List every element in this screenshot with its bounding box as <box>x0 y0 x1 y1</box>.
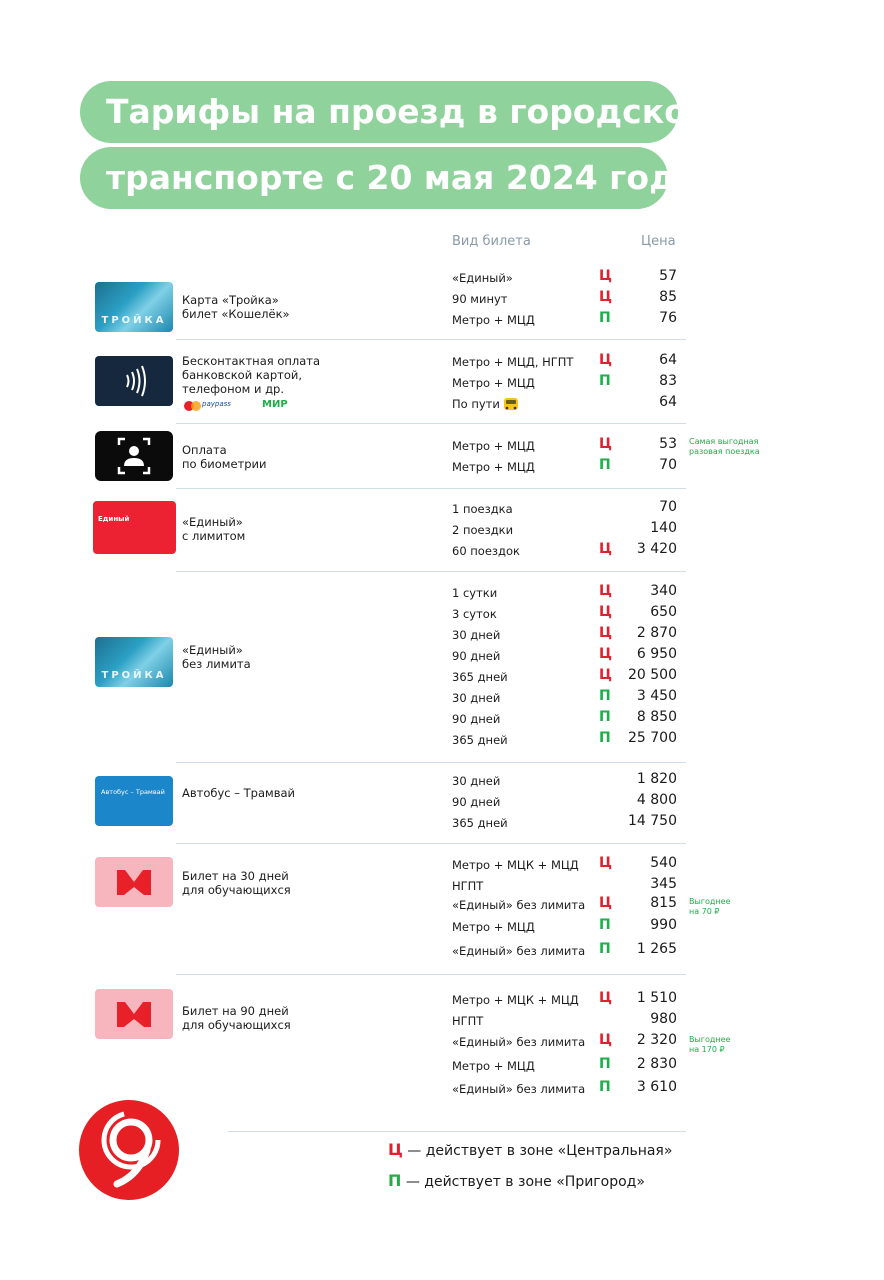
name-line: для обучающихся <box>182 883 291 897</box>
ticket-price: 1 265 <box>636 941 677 957</box>
ticket-kind: «Единый» без лимита <box>452 1035 586 1049</box>
ticket-price: 2 870 <box>636 625 677 641</box>
ticket-price: 85 <box>659 289 677 305</box>
tariff-row <box>0 499 884 520</box>
ticket-kind: Метро + МЦД <box>452 1059 535 1073</box>
ticket-price: 4 800 <box>636 792 677 808</box>
name-line: Билет на 90 дней <box>182 1004 289 1018</box>
name-line: для обучающихся <box>182 1018 291 1032</box>
ticket-price: 345 <box>650 876 677 892</box>
savings-note-30 <box>689 897 731 917</box>
ticket-kind: «Единый» без лимита <box>452 898 586 912</box>
zone-mark: Ц <box>599 667 612 683</box>
tariff-row <box>0 457 884 478</box>
ticket-price: 3 610 <box>636 1079 677 1095</box>
ticket-price: 3 420 <box>636 541 677 557</box>
ticket-kind: 60 поездок <box>452 544 520 558</box>
ticket-kind: 365 дней <box>452 733 508 747</box>
tariff-row <box>0 1032 884 1053</box>
name-line: телефоном и др. <box>182 382 284 396</box>
tariff-row <box>0 604 884 625</box>
ticket-kind: По пути <box>452 397 500 411</box>
name-line: по биометрии <box>182 457 267 471</box>
tariff-row <box>0 709 884 730</box>
ticket-kind: Метро + МЦК + МЦД <box>452 858 579 872</box>
name-line: банковской картой, <box>182 368 303 382</box>
tariff-row <box>0 646 884 667</box>
ticket-price: 64 <box>659 352 677 368</box>
ticket-price: 1 510 <box>636 990 677 1006</box>
ticket-kind: 90 дней <box>452 795 501 809</box>
ticket-kind: 30 дней <box>452 691 501 705</box>
troika-card-text: ТРОЙКА <box>101 670 167 681</box>
ticket-price: 2 320 <box>636 1032 677 1048</box>
tariff-row <box>0 876 884 897</box>
title-line-2: транспорте с 20 мая 2024 года <box>80 147 668 209</box>
ticket-price: 990 <box>650 917 677 933</box>
ticket-price: 815 <box>650 895 677 911</box>
ticket-kind: Метро + МЦД, НГПТ <box>452 355 574 369</box>
header-ticket-kind: Вид билета <box>452 234 531 249</box>
ticket-kind: «Единый» без лимита <box>452 944 586 958</box>
tariff-row <box>0 792 884 813</box>
zone-mark: Ц <box>599 604 612 620</box>
ticket-price: 3 450 <box>636 688 677 704</box>
zone-mark: Ц <box>599 646 612 662</box>
zone-mark: П <box>599 457 611 473</box>
legend-text: — действует в зоне «Пригород» <box>405 1174 645 1190</box>
ticket-price: 53 <box>659 436 677 452</box>
tariff-row <box>0 373 884 394</box>
ticket-price: 340 <box>650 583 677 599</box>
ticket-kind: 365 дней <box>452 670 508 684</box>
mir-logo: МИР <box>262 399 288 410</box>
tariff-row <box>0 541 884 562</box>
zone-mark: П <box>599 688 611 704</box>
zone-mark: Ц <box>599 541 612 557</box>
ticket-price: 650 <box>650 604 677 620</box>
zone-mark: Ц <box>599 268 612 284</box>
section-divider <box>176 843 686 844</box>
name-line: Карта «Тройка» <box>182 293 279 307</box>
zone-mark: П <box>599 941 611 957</box>
ticket-kind: 365 дней <box>452 816 508 830</box>
note-line: на 170 ₽ <box>689 1045 725 1054</box>
header-price: Цена <box>641 234 676 249</box>
paypass-logo: paypass <box>202 400 231 408</box>
ticket-kind: 2 поездки <box>452 523 514 537</box>
tariff-row <box>0 1079 884 1100</box>
ticket-kind: 1 поездка <box>452 502 513 516</box>
ticket-kind: 30 дней <box>452 774 501 788</box>
best-single-trip-note <box>689 437 760 457</box>
tariff-row <box>0 667 884 688</box>
tariff-row <box>0 625 884 646</box>
name-line: «Единый» <box>182 643 243 657</box>
tariff-row <box>0 394 884 415</box>
section-divider <box>176 339 686 340</box>
tariff-row <box>0 310 884 331</box>
troika-card-text: ТРОЙКА <box>101 315 167 326</box>
note-line: Самая выгодная <box>689 437 759 446</box>
zone-mark: П <box>599 709 611 725</box>
tariff-row <box>0 1011 884 1032</box>
tariff-row <box>0 1056 884 1077</box>
tariff-row <box>0 990 884 1011</box>
ticket-kind: НГПТ <box>452 1014 484 1028</box>
zone-mark: Ц <box>599 289 612 305</box>
ticket-price: 57 <box>659 268 677 284</box>
name-line: Автобус – Трамвай <box>182 786 296 800</box>
legend-zone-mark: П <box>388 1171 402 1190</box>
tariff-row <box>0 268 884 289</box>
zone-mark: Ц <box>599 352 612 368</box>
tariff-row <box>0 688 884 709</box>
ticket-kind: «Единый» без лимита <box>452 1082 586 1096</box>
section-divider <box>176 488 686 489</box>
ticket-price: 8 850 <box>636 709 677 725</box>
ticket-price: 76 <box>659 310 677 326</box>
zone-mark: Ц <box>599 583 612 599</box>
zone-mark: П <box>599 1056 611 1072</box>
ticket-price: 540 <box>650 855 677 871</box>
tariff-row <box>0 730 884 751</box>
section-divider <box>176 571 686 572</box>
title-line-1: Тарифы на проезд в городском <box>80 81 678 143</box>
note-line: разовая поездка <box>689 447 760 456</box>
name-line: Билет на 30 дней <box>182 869 289 883</box>
name-line: «Единый» <box>182 515 243 529</box>
tariff-row <box>0 352 884 373</box>
name-line: билет «Кошелёк» <box>182 307 290 321</box>
note-line: Выгоднее <box>689 1035 731 1044</box>
zone-mark: П <box>599 730 611 746</box>
tariff-row <box>0 289 884 310</box>
ticket-kind: 3 суток <box>452 607 497 621</box>
legend-central <box>388 1140 672 1159</box>
zone-mark: П <box>599 1079 611 1095</box>
ticket-price: 70 <box>659 499 677 515</box>
ticket-kind: НГПТ <box>452 879 484 893</box>
zone-mark: Ц <box>599 436 612 452</box>
zone-mark: Ц <box>599 895 612 911</box>
tariff-row <box>0 941 884 962</box>
zone-mark: Ц <box>599 990 612 1006</box>
zone-mark: П <box>599 917 611 933</box>
section-divider <box>176 762 686 763</box>
ticket-kind: 90 дней <box>452 712 501 726</box>
name-line: Бесконтактная оплата <box>182 354 321 368</box>
ticket-price: 64 <box>659 394 677 410</box>
ticket-price: 70 <box>659 457 677 473</box>
tariff-row <box>0 813 884 834</box>
ticket-price: 2 830 <box>636 1056 677 1072</box>
taxi-icon <box>502 395 520 413</box>
ticket-price: 140 <box>650 520 677 536</box>
tariff-row <box>0 771 884 792</box>
legend-suburb <box>388 1171 645 1190</box>
ticket-kind: Метро + МЦД <box>452 376 535 390</box>
tariff-row <box>0 895 884 916</box>
zone-mark: П <box>599 373 611 389</box>
savings-note-90 <box>689 1035 731 1055</box>
section-divider <box>176 423 686 424</box>
ticket-kind: Метро + МЦД <box>452 313 535 327</box>
zone-mark: Ц <box>599 855 612 871</box>
zone-mark: Ц <box>599 1032 612 1048</box>
edinyi-card-text: Единый <box>98 515 130 523</box>
zone-mark: Ц <box>599 625 612 641</box>
name-line: без лимита <box>182 657 251 671</box>
note-line: на 70 ₽ <box>689 907 720 916</box>
ticket-kind: 90 минут <box>452 292 508 306</box>
name-line: с лимитом <box>182 529 246 543</box>
ticket-kind: 90 дней <box>452 649 501 663</box>
note-line: Выгоднее <box>689 897 731 906</box>
ticket-price: 6 950 <box>636 646 677 662</box>
ticket-price: 25 700 <box>628 730 677 746</box>
moscow-transport-logo-icon <box>79 1100 179 1200</box>
ticket-kind: Метро + МЦК + МЦД <box>452 993 579 1007</box>
legend-text: — действует в зоне «Центральная» <box>407 1143 673 1159</box>
ticket-kind: 30 дней <box>452 628 501 642</box>
tariff-row <box>0 520 884 541</box>
ticket-kind: Метро + МЦД <box>452 439 535 453</box>
name-line: Оплата <box>182 443 227 457</box>
ticket-kind: Метро + МЦД <box>452 460 535 474</box>
ticket-price: 83 <box>659 373 677 389</box>
ticket-price: 1 820 <box>636 771 677 787</box>
ticket-price: 14 750 <box>628 813 677 829</box>
ticket-price: 20 500 <box>628 667 677 683</box>
bus-tram-card-text: Автобус – Трамвай <box>101 788 165 796</box>
section-divider <box>176 974 686 975</box>
ticket-kind: 1 сутки <box>452 586 498 600</box>
ticket-kind: «Единый» <box>452 271 513 285</box>
legend-zone-mark: Ц <box>388 1140 403 1159</box>
legend-divider <box>228 1131 686 1132</box>
tariff-row <box>0 917 884 938</box>
zone-mark: П <box>599 310 611 326</box>
ticket-kind: Метро + МЦД <box>452 920 535 934</box>
tariff-row <box>0 583 884 604</box>
ticket-price: 980 <box>650 1011 677 1027</box>
tariff-row <box>0 855 884 876</box>
